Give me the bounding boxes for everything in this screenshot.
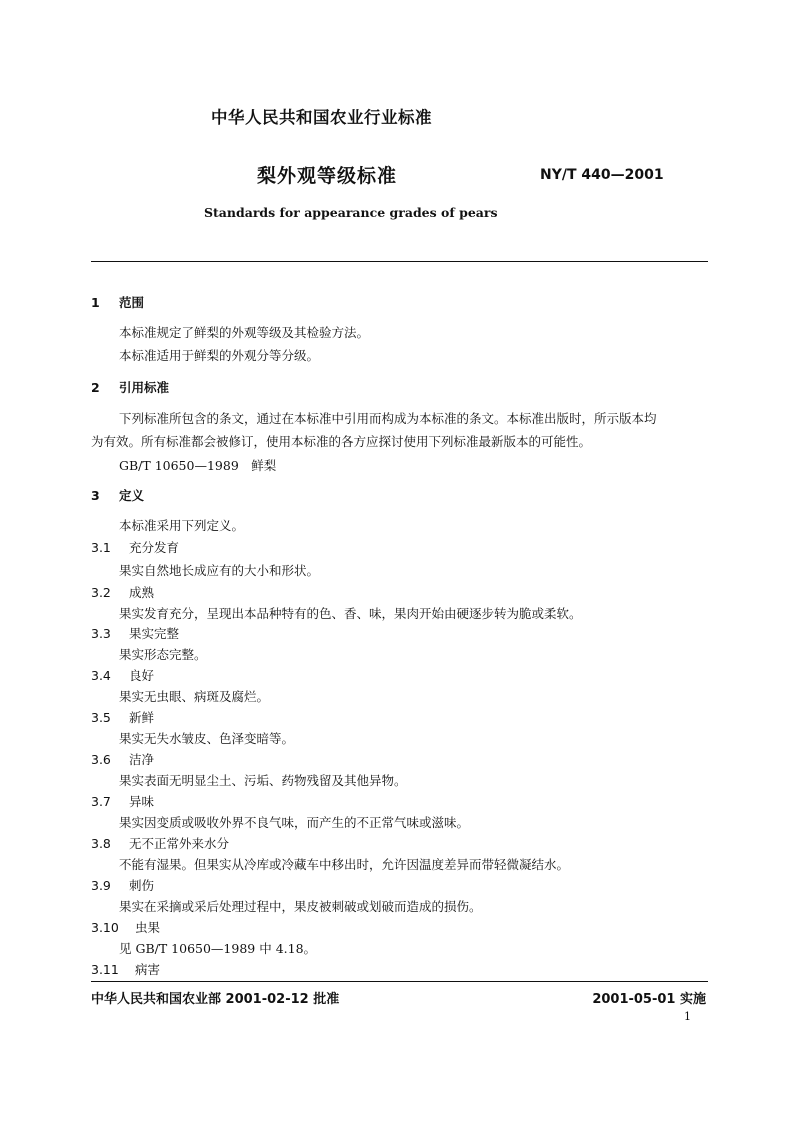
definition-term: 3.3 果实完整	[91, 626, 180, 641]
page-number: 1	[684, 1010, 691, 1023]
definition-text: 不能有湿果。但果实从冷库或冷藏车中移出时，允许因温度差异而带轻微凝结水。	[119, 857, 570, 872]
paragraph: 下列标准所包含的条文，通过在本标准中引用而构成为本标准的条文。本标准出版时，所示版本均	[119, 411, 657, 426]
definition-text: 果实因变质或吸收外界不良气味，而产生的不正常气味或滋味。	[119, 815, 470, 830]
document-title: 梨外观等级标准	[257, 165, 398, 187]
definition-term: 3.6 洁净	[91, 752, 155, 767]
section-number: 3	[91, 488, 100, 503]
definition-term: 3.5 新鲜	[91, 710, 155, 725]
header-agency: 中华人民共和国农业行业标准	[211, 108, 432, 127]
section-3-heading	[91, 486, 144, 504]
definition-text: 果实无虫眼、病斑及腐烂。	[119, 689, 270, 704]
implementation-date: 2001-05-01 实施	[592, 992, 706, 1007]
definition-term: 3.9 刺伤	[91, 878, 155, 893]
section-1-heading	[91, 293, 144, 311]
definition-text: 果实形态完整。	[119, 647, 207, 662]
definition-text: 果实发育充分，呈现出本品种特有的色、香、味，果肉开始由硬逐步转为脆或柔软。	[119, 606, 582, 621]
definition-text: 果实在采摘或采后处理过程中，果皮被刺破或划破而造成的损伤。	[119, 899, 482, 914]
definition-text: 果实表面无明显尘土、污垢、药物残留及其他异物。	[119, 773, 407, 788]
paragraph: 为有效。所有标准都会被修订，使用本标准的各方应探讨使用下列标准最新版本的可能性。	[91, 434, 592, 449]
definition-term: 3.1 充分发育	[91, 540, 180, 555]
definition-term: 3.7 异味	[91, 794, 155, 809]
header-rule	[91, 261, 708, 262]
paragraph: 本标准采用下列定义。	[119, 518, 245, 533]
definition-term: 3.8 无不正常外来水分	[91, 836, 230, 851]
section-title: 范围	[119, 295, 145, 310]
section-number: 2	[91, 380, 100, 395]
section-title: 定义	[119, 488, 145, 503]
definition-text: 果实无失水皱皮、色泽变暗等。	[119, 731, 295, 746]
section-2-heading	[91, 378, 169, 396]
definition-term: 3.2 成熟	[91, 585, 155, 600]
normative-reference: GB/T 10650—1989 鲜梨	[119, 458, 277, 473]
definition-term: 3.10 虫果	[91, 920, 161, 935]
paragraph: 本标准规定了鲜梨的外观等级及其检验方法。	[119, 325, 370, 340]
footer-rule	[91, 981, 708, 982]
definition-text: 见 GB/T 10650—1989 中 4.18。	[119, 941, 317, 956]
section-number: 1	[91, 295, 100, 310]
definition-text: 果实自然地长成应有的大小和形状。	[119, 563, 320, 578]
section-title: 引用标准	[119, 380, 170, 395]
standard-number: NY/T 440—2001	[540, 167, 664, 183]
definition-term: 3.11 病害	[91, 962, 161, 977]
english-title: Standards for appearance grades of pears	[204, 205, 498, 220]
approval-info: 中华人民共和国农业部 2001-02-12 批准	[91, 992, 340, 1007]
paragraph: 本标准适用于鲜梨的外观分等分级。	[119, 348, 320, 363]
definition-term: 3.4 良好	[91, 668, 155, 683]
